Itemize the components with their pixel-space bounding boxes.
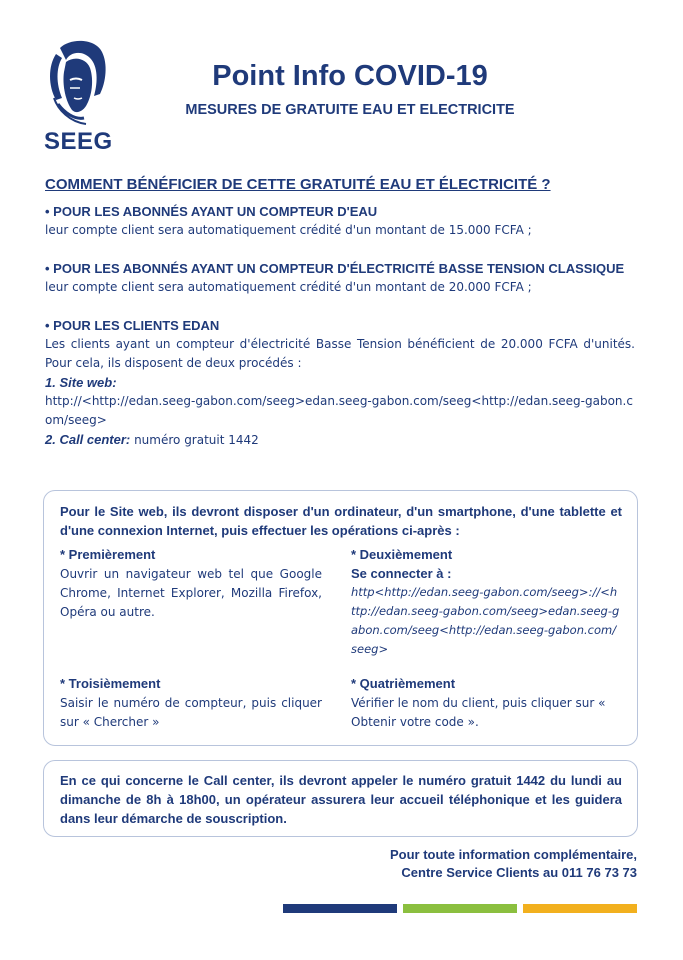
main-content [45, 176, 635, 450]
call-center-label: 2. Call center: [45, 432, 131, 447]
item-electricity-text: leur compte client sera automatiquement crédité d'un montant de 20.000 FCFA ; [45, 280, 532, 294]
step-4 [351, 675, 621, 732]
step-4-text: Vérifier le nom du client, puis cliquer sur « Obtenir votre code ». [351, 695, 606, 729]
page-subtitle: MESURES DE GRATUITE EAU ET ELECTRICITE [185, 102, 515, 118]
step-3 [60, 675, 322, 732]
item-edan-heading: • POUR LES CLIENTS EDAN [45, 318, 220, 333]
step-4-title: * Quatrièmement [351, 676, 456, 691]
step-2-title: * Deuxièmement [351, 547, 453, 562]
site-web-link[interactable]: http://<http://edan.seeg-gabon.com/seeg>edan.seeg-gabon.com/seeg<http://edan.seeg-gabon.com/seeg> [45, 394, 633, 427]
call-center-text: numéro gratuit 1442 [130, 433, 259, 447]
step-1-title: * Premièrement [60, 547, 156, 562]
steps-intro: Pour le Site web, ils devront disposer d'un ordinateur, d'un smartphone, d'une tablette et d'une connexion Internet, puis effectuer les opérations ci-après : [60, 504, 622, 538]
page-title: Point Info COVID-19 [212, 60, 488, 92]
color-bar-blue [283, 904, 397, 913]
color-bar-yellow [523, 904, 637, 913]
item-electricity-heading: • POUR LES ABONNÉS AYANT UN COMPTEUR D'ÉLECTRICITÉ BASSE TENSION CLASSIQUE [45, 261, 625, 276]
step-2-link[interactable]: http<http://edan.seeg-gabon.com/seeg>://<http://edan.seeg-gabon.com/seeg>edan.seeg-gabon.com/seeg<http://edan.seeg-gabon.com/seeg> [351, 585, 620, 656]
step-2 [351, 546, 621, 659]
footer-line-2: Centre Service Clients au 011 76 73 73 [401, 865, 637, 880]
call-center-info: En ce qui concerne le Call center, ils devront appeler le numéro gratuit 1442 du lundi au dimanche de 8h à 18h00, un opérateur assurera leur accueil téléphonique et les guidera dans leur démarche de souscription. [60, 773, 622, 826]
footer-line-1: Pour toute information complémentaire, [389, 847, 637, 862]
site-web-label: 1. Site web: [45, 375, 117, 390]
item-water-heading: • POUR LES ABONNÉS AYANT UN COMPTEUR D'EAU [45, 204, 378, 219]
item-water-text: leur compte client sera automatiquement crédité d'un montant de 15.000 FCFA ; [45, 223, 532, 237]
brand-name: SEEG [44, 128, 113, 155]
step-2-subtitle: Se connecter à : [351, 565, 452, 581]
section-heading: COMMENT BÉNÉFICIER DE CETTE GRATUITÉ EAU ET ÉLECTRICITÉ ? [45, 176, 551, 193]
step-3-title: * Troisièmement [60, 676, 161, 691]
step-3-text: Saisir le numéro de compteur, puis cliquer sur « Chercher » [60, 695, 322, 729]
call-center-box [43, 760, 638, 837]
contact-footer [390, 846, 637, 882]
step-1-text: Ouvrir un navigateur web tel que Google Chrome, Internet Explorer, Mozilla Firefox, Opéra ou autre. [60, 566, 322, 619]
call-center-line [45, 430, 635, 450]
color-bar-green [403, 904, 517, 913]
step-1 [60, 546, 322, 622]
item-edan-text: Les clients ayant un compteur d'électricité Basse Tension bénéficient de 20.000 FCFA d'unités. Pour cela, ils disposent de deux procédés : [45, 337, 635, 370]
steps-box [43, 490, 638, 746]
